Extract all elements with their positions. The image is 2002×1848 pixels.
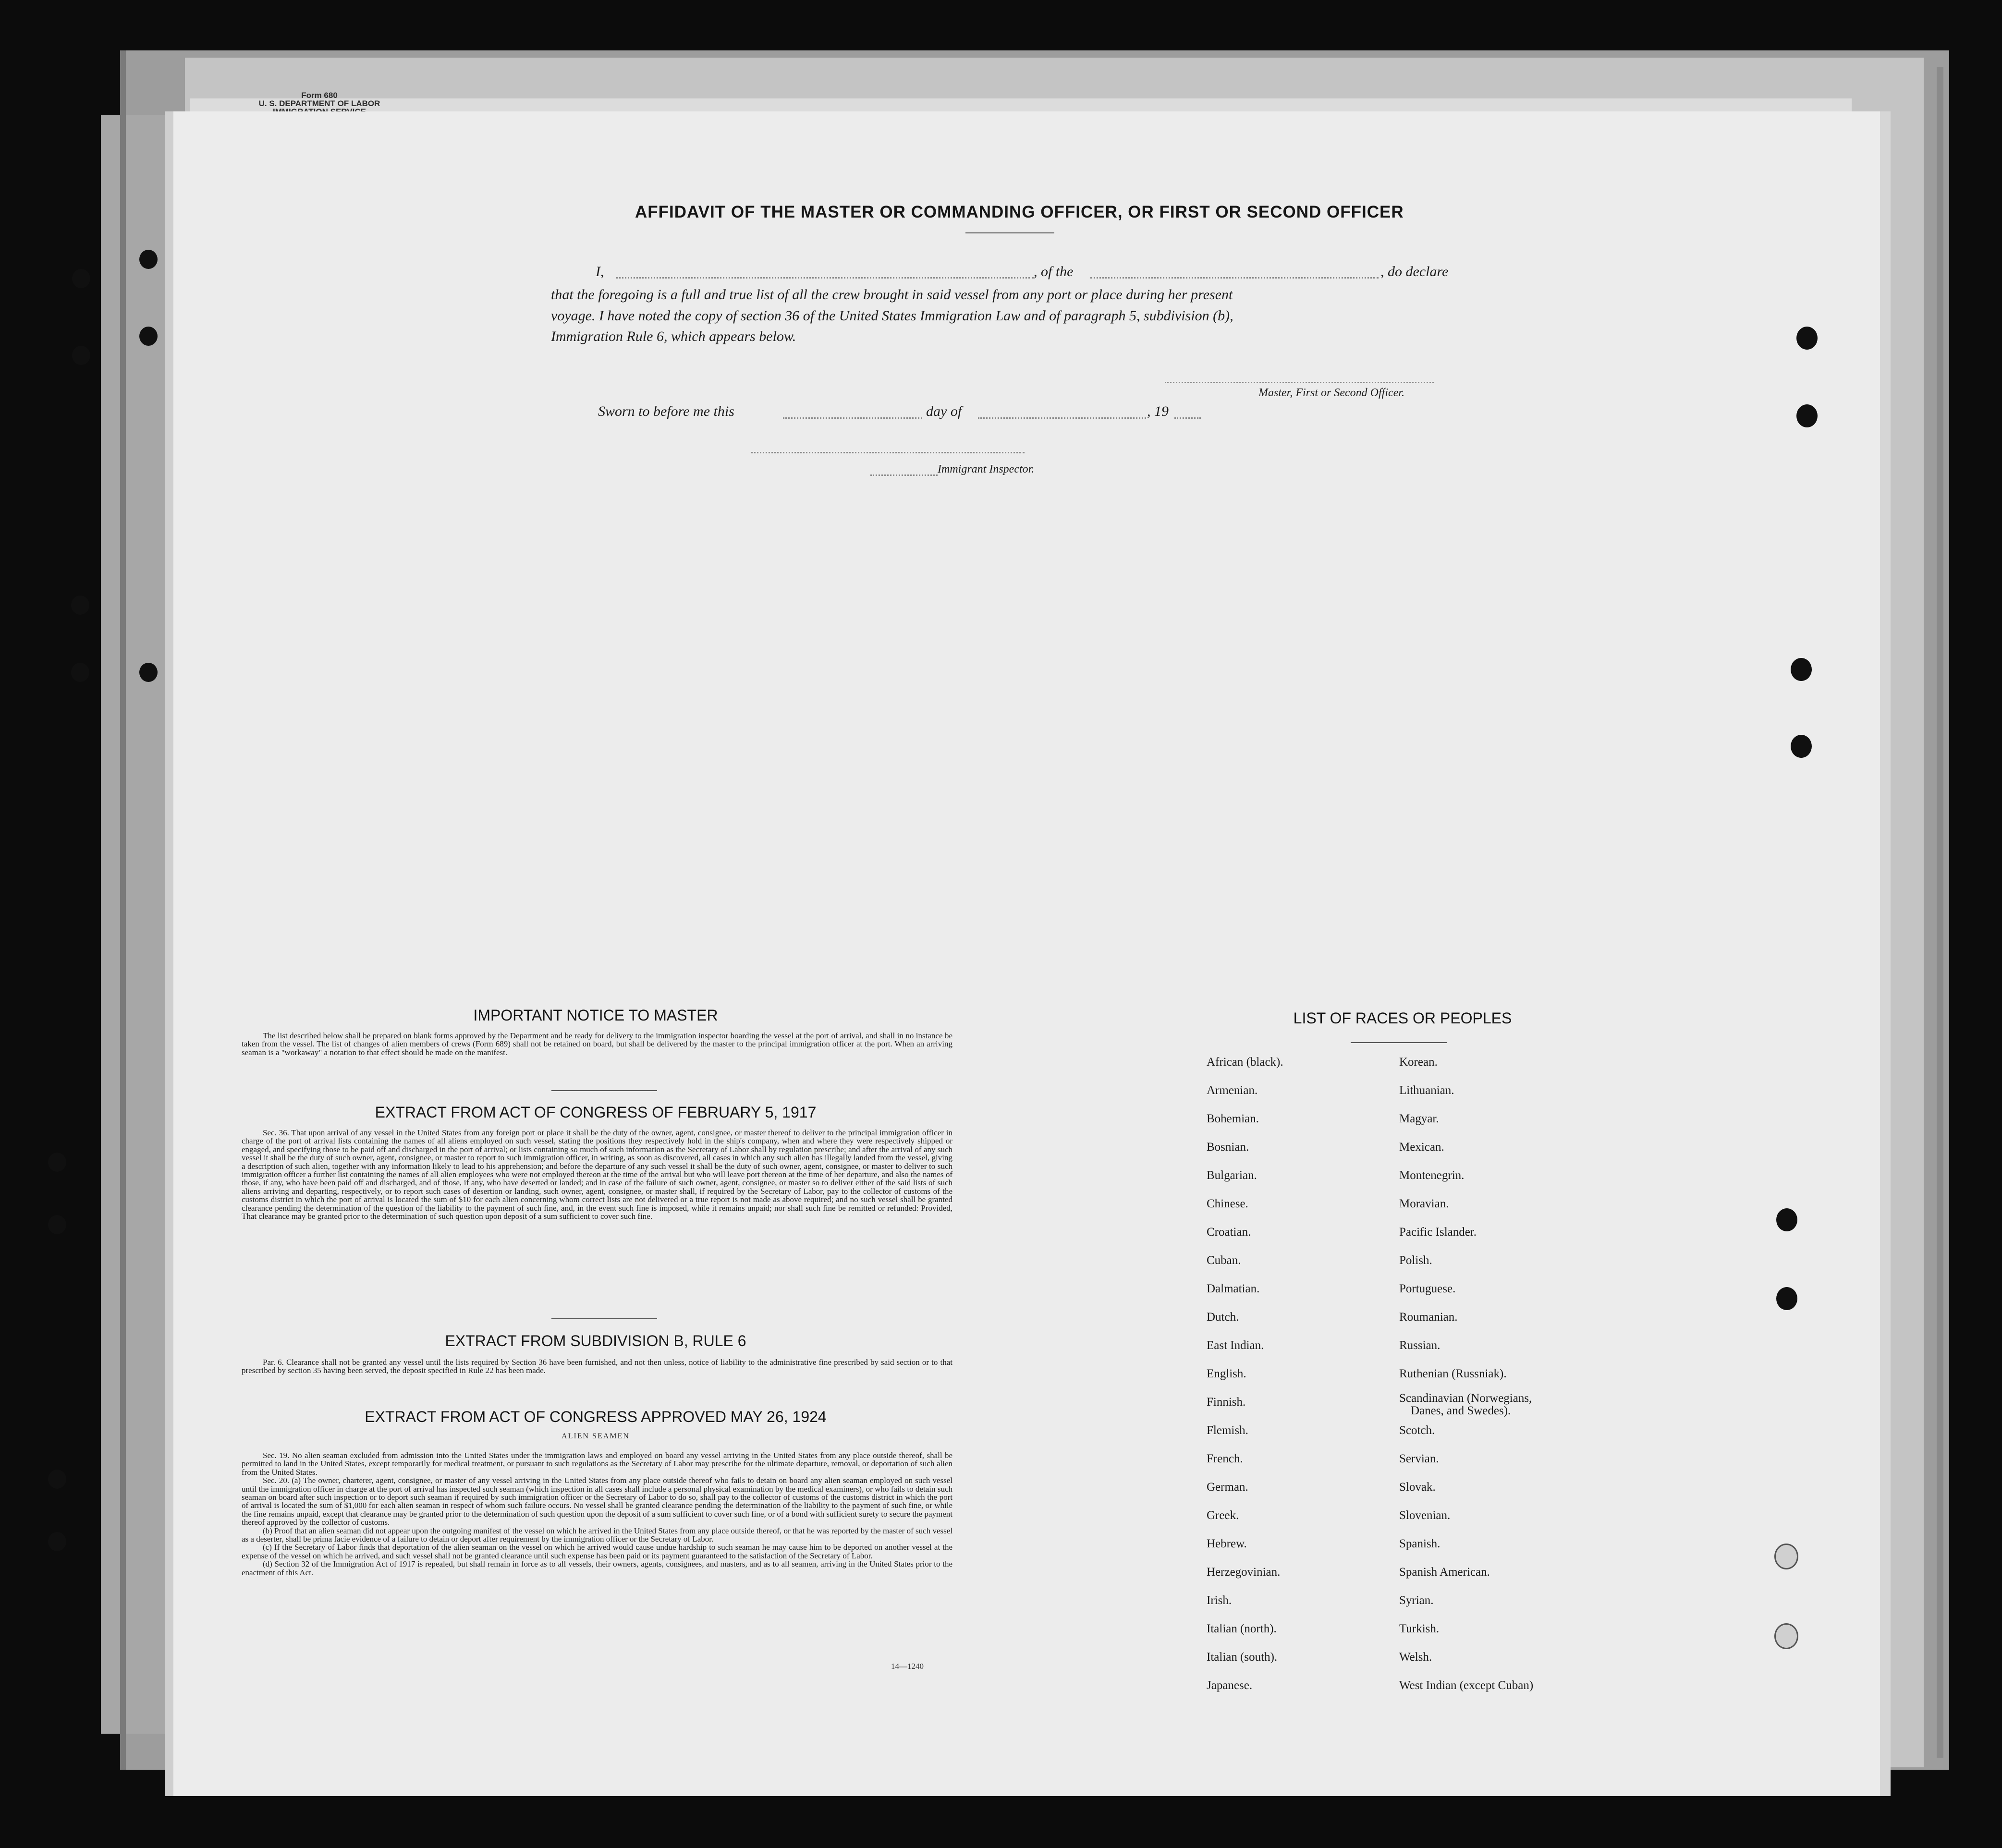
race-item: Japanese.	[1207, 1679, 1253, 1692]
extract-1924-paragraph: (d) Section 32 of the Immigration Act of 1917 is repealed, but shall remain in force as to all vessels, their owners, agents, consignees, and masters, and as to all seamen, arriving in the United States prior to the enactment of this Act.	[242, 1559, 952, 1577]
extract-1924-paragraph: Sec. 19. No alien seaman excluded from admission into the United States under the immigration laws and employed on board any vessel arriving in the United States from any place outside thereof, shall be permitted to land in the United States, except temporarily for medical treatment, or pursuant to such regulations as the Secretary of Labor may prescribe for the ultimate departure, removal, or deportation of such alien from the United States.	[242, 1451, 952, 1477]
notice-text-block	[242, 1032, 952, 1057]
master-signature-line	[1165, 382, 1434, 383]
background-form-line-2: U. S. DEPARTMENT OF LABOR	[258, 99, 380, 108]
race-item: Italian (south).	[1207, 1651, 1278, 1664]
alien-seamen-subtitle: ALIEN SEAMEN	[562, 1432, 630, 1440]
race-item: Servian.	[1399, 1452, 1439, 1465]
race-item: Welsh.	[1399, 1651, 1432, 1664]
affidavit-of-the: , of the	[1034, 264, 1074, 280]
punch-hole	[72, 269, 90, 288]
race-item: Greek.	[1207, 1509, 1239, 1522]
race-item: Slovak.	[1399, 1481, 1436, 1494]
vessel-blank	[1090, 277, 1379, 279]
punch-hole	[48, 1153, 66, 1172]
race-item: Korean.	[1399, 1056, 1438, 1069]
race-item: English.	[1207, 1367, 1246, 1380]
race-item: Magyar.	[1399, 1112, 1439, 1125]
extract-1924-paragraph: (b) Proof that an alien seaman did not appear upon the outgoing manifest of the vessel on which he arrived in the United States from any place outside thereof, or that he was reported by the master of such vessel as a deserter, shall be prima facie evidence of a failure to detain or deport after requirement by the immigration officer or the Secretary of Labor.	[242, 1526, 952, 1544]
punch-hole	[1776, 1287, 1797, 1310]
back-sheet-top-strip	[190, 98, 1852, 113]
section-divider	[551, 1318, 657, 1319]
sworn-year-blank	[1174, 417, 1201, 419]
sworn-day-of: day of	[926, 403, 962, 419]
extract-1917-paragraph: Sec. 36. That upon arrival of any vessel in the United States from any foreign port or place it shall be the duty of the owner, agent, consignee, or master thereof to deliver to the principal immigration officer in charge of the port of arrival lists containing the names of all aliens employed on such vessel, stating the positions they respectively hold in the ship's company, when and where they were respectively shipped or engaged, and specifying those to be paid off and discharged in the port of arrival; or lists containing so much of such information as the Secretary of Labor shall by regulation prescribe; and after the arrival of any such vessel it shall be the duty of such owner, agent, consignee, or master to report to such immigration officer, in writing, as soon as discovered, all cases in which any such alien has illegally landed from the vessel, giving a description of such alien, together with any information likely to lead to his apprehension; and before the departure of any such vessel it shall be the duty of such owner, agent, consignee, or master to deliver to such immigration officer a further list containing the names of all alien employees who were not employed thereon at the time of the arrival but who will leave port thereon at the time of her departure, and also the names of those, if any, who have been paid off and discharged, and of those, if any, who have deserted or landed; and in case of the failure of such owner, agent, consignee, or master so to deliver either of the said lists of such aliens arriving and departing, respectively, or to report such cases of desertion or landing, such owner, agent, consignee, or master shall, if required by the Secretary of Labor, pay to the collector of customs of the customs district in which the port of arrival is located the sum of $10 for each alien concerning whom correct lists are not delivered or a true report is not made as above required; and no such vessel shall be granted clearance pending the determination of the question of the liability to the payment of such fine, and, in the event such fine is imposed, while it remains unpaid; nor shall such fine be remitted or refunded: Provided, That clearance may be granted prior to the determination of such question upon deposit of a sum sufficient to cover such fine.	[242, 1128, 952, 1221]
extract-rule6-paragraph: Par. 6. Clearance shall not be granted any vessel until the lists required by Section 36 have been furnished, and not then unless, notice of liability to the administrative fine prescribed by said section or to that prescribed by section 35 having been served, the deposit specified in Rule 22 has been made.	[242, 1358, 952, 1375]
affidavit-title: AFFIDAVIT OF THE MASTER OR COMMANDING OFFICER, OR FIRST OR SECOND OFFICER	[635, 203, 1404, 221]
back-sheet-near	[101, 115, 168, 1734]
punch-hole	[1796, 327, 1818, 350]
race-item: Chinese.	[1207, 1197, 1248, 1210]
extract-1924-paragraph: (c) If the Secretary of Labor finds that deportation of the alien seaman on the vessel on which he arrived would cause undue hardship to such seaman he may cause him to be deported on another vessel at the expense of the vessel on which he arrived, and such vessel shall not be granted clearance until such expense has been paid or its payment guaranteed to the satisfaction of the Secretary of Labor.	[242, 1543, 952, 1560]
back-sheet-right-edge	[1937, 67, 1943, 1758]
race-item: Bohemian.	[1207, 1112, 1259, 1125]
race-item: Croatian.	[1207, 1226, 1251, 1239]
race-item: Italian (north).	[1207, 1622, 1277, 1635]
race-item: African (black).	[1207, 1056, 1283, 1069]
race-item: Syrian.	[1399, 1594, 1434, 1607]
races-title-underline	[1351, 1042, 1447, 1043]
affidavit-line-4: Immigration Rule 6, which appears below.	[551, 328, 796, 344]
race-item: Lithuanian.	[1399, 1084, 1454, 1097]
race-item: Montenegrin.	[1399, 1169, 1465, 1182]
affidavit-line-2: that the foregoing is a full and true list of all the crew brought in said vessel from any port or place during her present	[551, 287, 1233, 303]
punch-hole	[48, 1532, 66, 1551]
inspector-name-line	[870, 474, 938, 476]
sworn-text: Sworn to before me this	[598, 403, 734, 419]
punch-hole	[139, 663, 158, 682]
sworn-day-blank	[783, 417, 922, 419]
extract-1924-text-block	[242, 1451, 952, 1577]
extract-rule6-title: EXTRACT FROM SUBDIVISION B, RULE 6	[445, 1332, 746, 1350]
race-item: Dalmatian.	[1207, 1282, 1260, 1295]
race-item: Herzegovinian.	[1207, 1566, 1281, 1579]
punch-hole	[1791, 658, 1812, 681]
race-item: Turkish.	[1399, 1622, 1440, 1635]
race-item: Russian.	[1399, 1339, 1440, 1352]
race-item: Finnish.	[1207, 1396, 1246, 1409]
punch-hole	[1774, 1544, 1798, 1569]
punch-hole	[1791, 735, 1812, 758]
background-form-line-1: Form 680	[301, 91, 338, 100]
page-fold-shadow	[165, 111, 173, 1796]
race-item: Bulgarian.	[1207, 1169, 1257, 1182]
race-item: Armenian.	[1207, 1084, 1258, 1097]
race-item: Moravian.	[1399, 1197, 1449, 1210]
race-item: Bosnian.	[1207, 1141, 1249, 1154]
punch-hole	[1796, 404, 1818, 427]
sworn-month-blank	[978, 417, 1146, 419]
race-item: German.	[1207, 1481, 1248, 1494]
notice-paragraph: The list described below shall be prepared on blank forms approved by the Department and be ready for delivery to the immigration inspector boarding the vessel at the port of arrival, and shall in no instance be taken from the vessel. The list of changes of alien members of crews (Form 689) shall not be retained on board, but shall be delivered by the master to the principal immigration officer at the port. When an arriving seaman is a "workaway" a notation to that effect should be made on the manifest.	[242, 1031, 952, 1057]
back-sheet-left-edge	[120, 50, 126, 1770]
race-item: Polish.	[1399, 1254, 1432, 1267]
notice-title: IMPORTANT NOTICE TO MASTER	[473, 1007, 718, 1024]
punch-hole	[1774, 1623, 1798, 1649]
title-underline	[965, 232, 1054, 233]
affidavit-i: I,	[596, 264, 604, 280]
extract-1924-paragraph: Sec. 20. (a) The owner, charterer, agent, consignee, or master of any vessel arriving in the United States from any place outside thereof who fails to detain on board any alien seaman employed on such vessel until the immigration officer in charge at the port of arrival has inspected such seaman (which inspection in all cases shall include a personal physical examination by the medical examiners), or who fails to detain such seaman on board after such inspection or to deport such seaman if required by such immigration officer or the Secretary of Labor to do so, shall pay to the collector of customs of the customs district in which the port of arrival is located the sum of $1,000 for each alien seaman in respect of whom such failure occurs. No vessel shall be granted clearance pending the determination of the liability to the payment of such fine, or while the fine remains unpaid, except that clearance may be granted prior to the determination of such question upon the deposit of a sum sufficient to cover such fine, or of a bond with sufficient surety to secure the payment thereof approved by the collector of customs.	[242, 1476, 952, 1527]
form-number: 14—1240	[891, 1662, 924, 1671]
section-divider	[551, 1090, 657, 1091]
race-item: Spanish.	[1399, 1537, 1440, 1550]
race-item: Cuban.	[1207, 1254, 1241, 1267]
inspector-signature-line	[751, 452, 1025, 453]
punch-hole	[71, 596, 89, 615]
extract-1917-title: EXTRACT FROM ACT OF CONGRESS OF FEBRUARY 5, 1917	[375, 1104, 817, 1121]
extract-1924-title: EXTRACT FROM ACT OF CONGRESS APPROVED MAY 26, 1924	[365, 1408, 827, 1425]
punch-hole	[48, 1215, 66, 1234]
master-signature-label: Master, First or Second Officer.	[1258, 387, 1404, 399]
race-item: Slovenian.	[1399, 1509, 1451, 1522]
punch-hole	[48, 1470, 66, 1489]
extract-rule6-text-block	[242, 1358, 952, 1375]
race-item: Pacific Islander.	[1399, 1226, 1477, 1239]
sworn-year: , 19	[1147, 403, 1169, 419]
race-item: French.	[1207, 1452, 1243, 1465]
inspector-label: Immigrant Inspector.	[938, 463, 1035, 475]
punch-hole	[1776, 1208, 1797, 1231]
race-item: Danes, and Swedes).	[1411, 1404, 1511, 1417]
race-item: Mexican.	[1399, 1141, 1444, 1154]
punch-hole	[139, 327, 158, 346]
affidavit-line-3: voyage. I have noted the copy of section 36 of the United States Immigration Law and of paragraph 5, subdivision (b),	[551, 308, 1233, 324]
punch-hole	[71, 663, 89, 682]
punch-hole	[72, 346, 90, 365]
name-blank	[616, 277, 1034, 279]
race-item: Flemish.	[1207, 1424, 1248, 1437]
race-item: Dutch.	[1207, 1311, 1239, 1324]
race-item: Roumanian.	[1399, 1311, 1458, 1324]
punch-hole	[139, 250, 158, 269]
affidavit-declare: , do declare	[1380, 264, 1449, 280]
race-item: Scotch.	[1399, 1424, 1435, 1437]
race-item: Ruthenian (Russniak).	[1399, 1367, 1507, 1380]
page-right-shadow	[1880, 111, 1891, 1796]
race-item: Scandinavian (Norwegians,	[1399, 1392, 1532, 1405]
race-item: Irish.	[1207, 1594, 1232, 1607]
races-title: LIST OF RACES OR PEOPLES	[1293, 1009, 1512, 1027]
race-item: Hebrew.	[1207, 1537, 1247, 1550]
race-item: Portuguese.	[1399, 1282, 1456, 1295]
extract-1917-text-block	[242, 1129, 952, 1220]
race-item: Spanish American.	[1399, 1566, 1490, 1579]
race-item: West Indian (except Cuban)	[1399, 1679, 1534, 1692]
race-item: East Indian.	[1207, 1339, 1264, 1352]
